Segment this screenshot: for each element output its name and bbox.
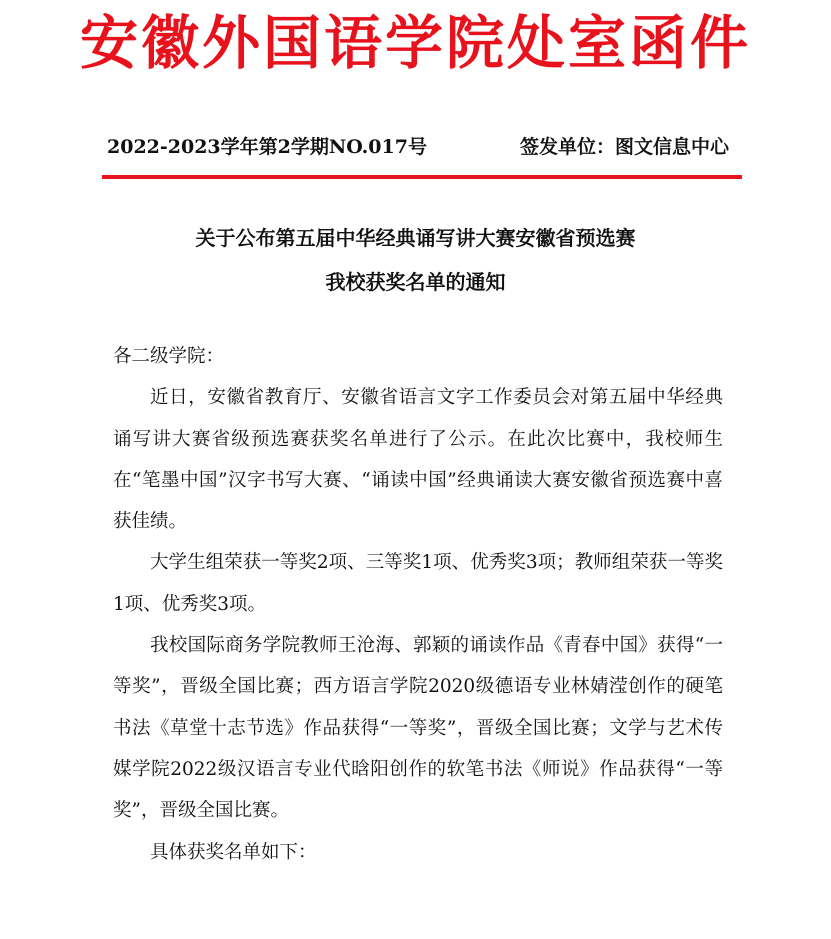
body-paragraph-list-intro: 具体获奖名单如下： [150,841,317,863]
body-paragraph-awards-summary: 大学生组荣获一等奖2项、三等奖1项、优秀奖3项；教师组荣获一等奖1项、优秀奖3项。 [113,552,723,615]
body-paragraph-intro: 近日，安徽省教育厅、安徽省语言文字工作委员会对第五届中华经典诵写讲大赛省级预选赛获奖名单进行了公示。在此次比赛中，我校师生在“笔墨中国”汉字书写大赛、“诵读中国”经典诵读大赛安徽省预选赛中喜获佳绩。 [113,387,723,533]
document-number: 2022-2023学年第2学期NO.017号 [107,136,427,158]
salutation: 各二级学院： [113,346,225,367]
notice-title-line-1: 关于公布第五届中华经典诵写讲大赛安徽省预选赛 [195,226,636,250]
red-divider-line [102,175,742,179]
notice-body [113,336,723,873]
document-info-line [107,130,747,164]
masthead-title: 安徽外国语学院处室函件 [79,9,751,77]
notice-title-line-2: 我校获奖名单的通知 [325,270,506,294]
body-paragraph-first-prizes: 我校国际商务学院教师王沧海、郭颖的诵读作品《青春中国》获得“一等奖”，晋级全国比赛；西方语言学院2020级德语专业林婧滢创作的硬笔书法《草堂十志节选》作品获得“一等奖”，晋级全国比赛；文学与艺术传媒学院2022级汉语言专业代晗阳创作的软笔书法《师说》作品获得“一等奖”，晋级全国比赛。 [113,635,723,822]
issuing-unit: 签发单位：图文信息中心 [519,136,729,158]
